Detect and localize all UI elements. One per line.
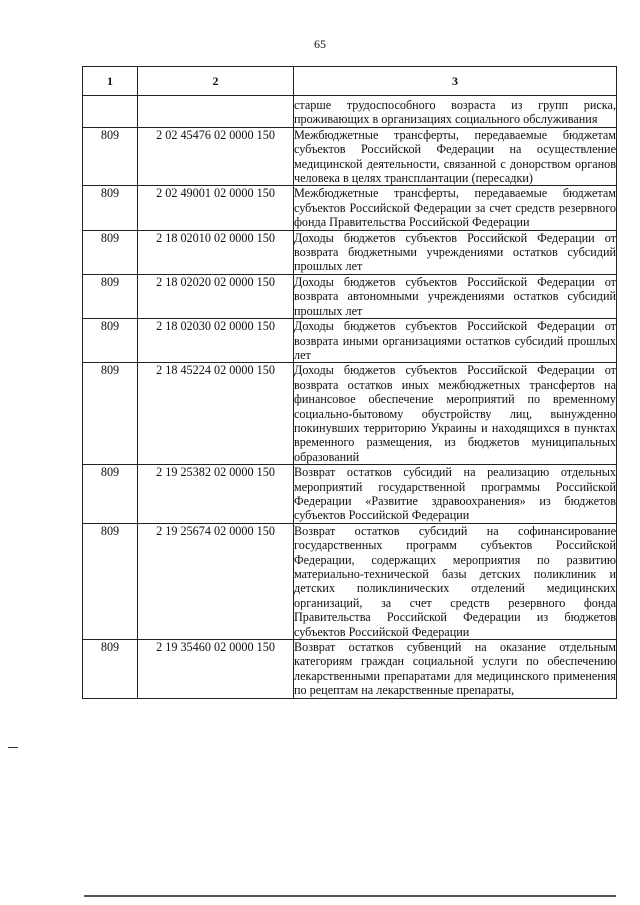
admin-code-cell: 809 [83, 230, 138, 274]
admin-code-cell: 809 [83, 640, 138, 699]
margin-mark [8, 747, 18, 748]
column-header-3: 3 [294, 67, 617, 96]
admin-code-cell: 809 [83, 523, 138, 639]
table-row [83, 363, 617, 465]
table-row [83, 127, 617, 186]
column-header-1: 1 [83, 67, 138, 96]
budget-code-cell: 2 18 02030 02 0000 150 [138, 319, 294, 363]
description-cell: Доходы бюджетов субъектов Российской Федерации от возврата остатков иных межбюджетных трансфертов на финансовое обеспечение мероприятий по временному социально-бытовому обустройству лиц, вынужденно покинувших территорию Украины и находящихся в пунктах временного размещения, из бюджетов муниципальных образований [294, 363, 616, 464]
budget-code-cell: 2 19 25674 02 0000 150 [138, 523, 294, 639]
table-row [83, 523, 617, 639]
budget-classification-table [82, 66, 617, 699]
table-row [83, 96, 617, 128]
admin-code-cell: 809 [83, 319, 138, 363]
header-row [83, 67, 617, 96]
admin-code-cell: 809 [83, 363, 138, 465]
table-row [83, 640, 617, 699]
admin-code-cell: 809 [83, 465, 138, 524]
admin-code-cell [83, 96, 138, 128]
description-cell: Возврат остатков субсидий на софинансирование государственных программ субъектов Российской Федерации, содержащих мероприятия по развитию материально-технической базы детских поликлиник и детских поликлинических отделений медицинских организаций, за счет средств резервного фонда Правительства Российской Федерации из бюджетов субъектов Российской Федерации [294, 523, 616, 639]
table-body [83, 96, 617, 699]
admin-code-cell: 809 [83, 186, 138, 230]
budget-code-cell [138, 96, 294, 128]
budget-code-cell: 2 18 45224 02 0000 150 [138, 363, 294, 465]
table-row [83, 186, 617, 230]
admin-code-cell: 809 [83, 274, 138, 318]
description-cell: Возврат остатков субсидий на реализацию отдельных мероприятий государственной программы Российской Федерации «Развитие здравоохранения» из бюджетов субъектов Российской Федерации [294, 465, 616, 523]
description-cell: Доходы бюджетов субъектов Российской Федерации от возврата бюджетными учреждениями остатков субсидий прошлых лет [294, 230, 616, 274]
description-cell: Возврат остатков субвенций на оказание отдельным категориям граждан социальной услуги по обеспечению лекарственными препаратами для медицинского применения по рецептам на лекарственные препараты, [294, 640, 616, 698]
budget-code-cell: 2 19 35460 02 0000 150 [138, 640, 294, 699]
budget-code-cell: 2 02 49001 02 0000 150 [138, 186, 294, 230]
budget-code-cell: 2 02 45476 02 0000 150 [138, 127, 294, 186]
budget-code-cell: 2 19 25382 02 0000 150 [138, 465, 294, 524]
table-header [83, 67, 617, 96]
budget-code-cell: 2 18 02020 02 0000 150 [138, 274, 294, 318]
table-row [83, 274, 617, 318]
description-cell: Доходы бюджетов субъектов Российской Федерации от возврата автономными учреждениями остатков субсидий прошлых лет [294, 274, 616, 318]
column-header-2: 2 [138, 67, 294, 96]
budget-code-cell: 2 18 02010 02 0000 150 [138, 230, 294, 274]
description-cell: Доходы бюджетов субъектов Российской Федерации от возврата иными организациями остатков субсидий прошлых лет [294, 319, 616, 362]
description-cell: Межбюджетные трансферты, передаваемые бюджетам субъектов Российской Федерации на осуществление медицинской деятельности, связанной с донорством органов человека в целях трансплантации (пересадки) [294, 127, 616, 186]
admin-code-cell: 809 [83, 127, 138, 186]
page-bottom-rule [84, 895, 616, 897]
page-number: 65 [314, 37, 326, 51]
description-cell: Межбюджетные трансферты, передаваемые бюджетам субъектов Российской Федерации за счет средств резервного фонда Правительства Российской Федерации [294, 186, 616, 230]
table-row [83, 465, 617, 524]
table-row [83, 319, 617, 363]
table-row [83, 230, 617, 274]
description-cell: старше трудоспособного возраста из групп риска, проживающих в организациях социального обслуживания [294, 96, 617, 128]
